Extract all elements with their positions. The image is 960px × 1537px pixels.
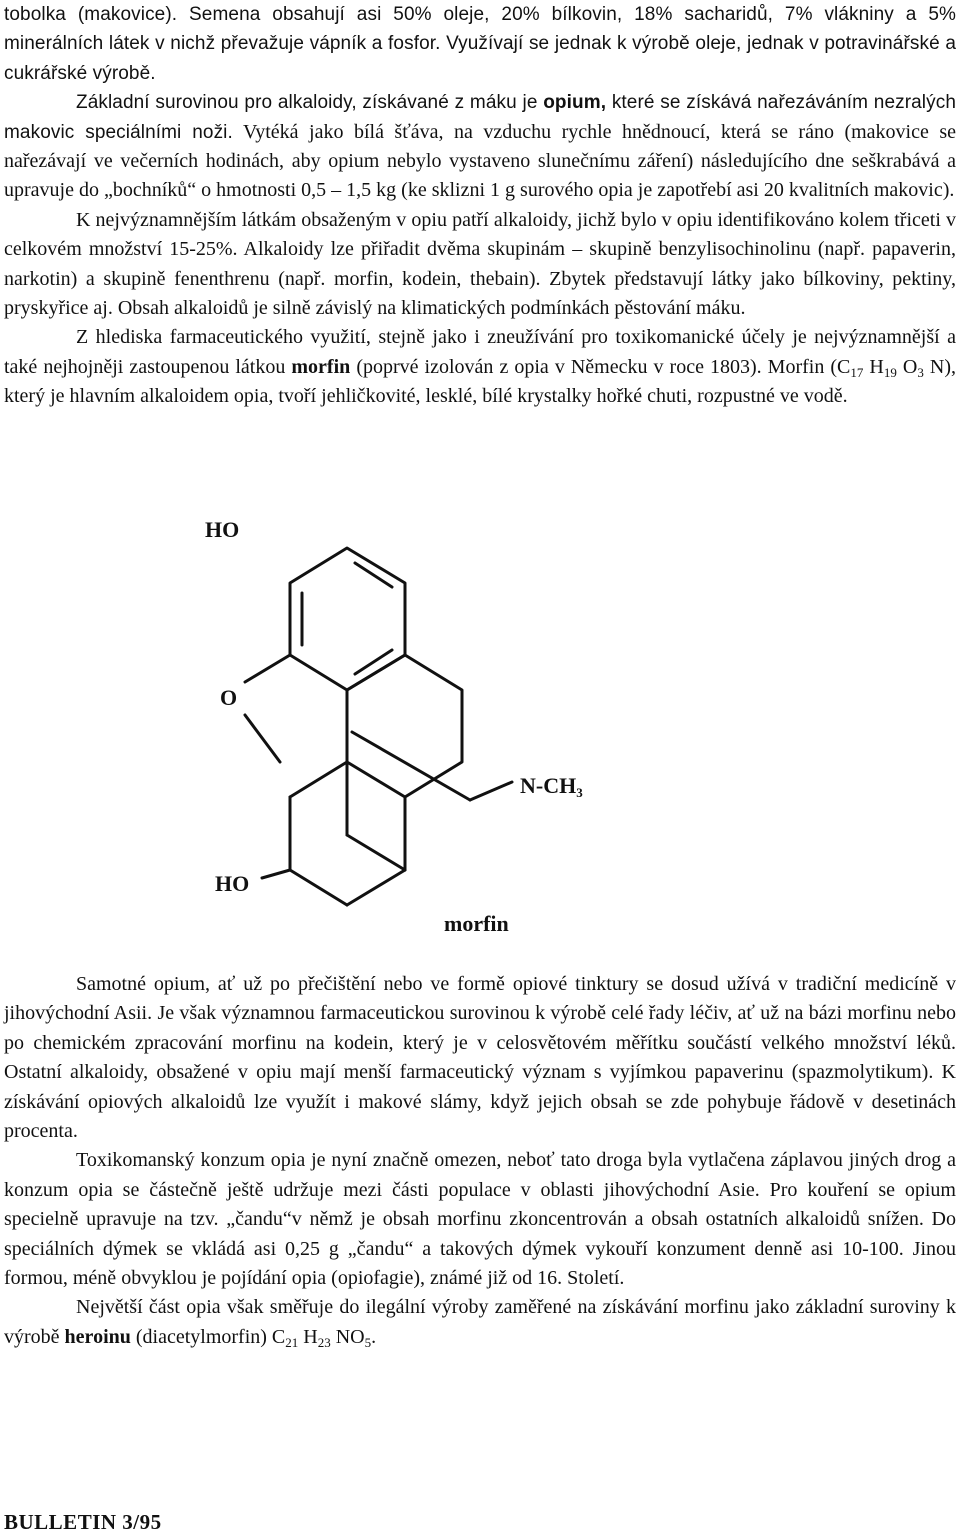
cyclohexane-ring-b xyxy=(347,655,462,797)
text-morphine-intro: Z hlediska farmaceutického využití, stejně jako i zneužívání pro toxikomanické účely je nejvýznamnější a také nejhojněji zastoupenou látkou xyxy=(4,326,956,378)
lower-text xyxy=(4,970,956,1352)
label-oxygen: O xyxy=(220,685,238,710)
label-ho-top: HO xyxy=(205,517,240,542)
bond-lower-7 xyxy=(347,835,405,870)
bond-lower-1 xyxy=(290,762,347,797)
morphine-structure-drawing xyxy=(0,500,960,960)
text-heroin-intro: Největší část opia však směřuje do ilegální výroby zaměřené na získávání morfinu jako základní suroviny k výrobě xyxy=(4,1296,956,1348)
bond-c-oh xyxy=(262,870,290,878)
upper-text xyxy=(4,0,956,412)
morphine-structure xyxy=(0,500,960,960)
paragraph-alkaloids xyxy=(4,206,956,324)
paragraph-morphine xyxy=(4,323,956,411)
bond-to-n xyxy=(470,782,512,800)
paragraph-seeds xyxy=(4,0,956,88)
text-opium-harvest: Vytéká jako bílá šťáva, na vzduchu rychle hnědnoucí, která se ráno (makovice se nařezávají ve večerních hodinách, aby opium nebylo vystaveno slunečnímu záření) následujícího dne seškrabává a upravuje do „bochníků“ o hmotnosti 0,5 – 1,5 kg (ke sklizni 1 g surového opia je zapotřebí asi 20 kvalitních makovic). xyxy=(4,120,957,202)
sub-c21: 21 xyxy=(285,1334,299,1350)
sub-o3: 3 xyxy=(917,364,924,380)
text-toxicomania: Toxikomanský konzum opia je nyní značně omezen, neboť tato droga byla vytlačena záplavou jiných drog a konzum opia se částečně ještě udržuje mezi části populace v oblasti jihovýchodní Asie. Pro kouření se opium specielně upravuje na tzv. „čandu“v němž je obsah morfinu zkoncentrován a obsah ostatních alkaloidů snížen. Do speciálních dýmek se vkládá asi 0,25 g „čandu“ a takových dýmek vykouří konzument denně asi 10-100. Jinou formou, méně obvyklou je pojídání opia (opiofagie), známé již od 16. Století. xyxy=(4,1149,956,1290)
paragraph-heroin xyxy=(4,1293,956,1352)
text-o: O xyxy=(896,355,918,378)
bond-o-c5 xyxy=(245,715,280,762)
paragraph-toxicomania xyxy=(4,1146,956,1293)
bond-c4-o xyxy=(245,655,290,682)
term-opium: opium, xyxy=(543,92,607,114)
sub-c17: 17 xyxy=(850,364,864,380)
aromatic-ring xyxy=(290,548,405,690)
sub-h23: 23 xyxy=(317,1334,331,1350)
paragraph-opium-source xyxy=(4,88,956,206)
paragraph-opium-use xyxy=(4,970,956,1146)
double-bond-1 xyxy=(355,563,392,587)
text-morphine-end: N), který je hlavním alkaloidem opia, tvoří jehličkovité, lesklé, bílé krystalky hořké chuti, rozpustné ve vodě. xyxy=(4,355,956,408)
label-n-ch-sub: 3 xyxy=(576,785,583,800)
structure-caption: morfin xyxy=(444,911,509,936)
text-opium-intro: Základní surovinou pro alkaloidy, získávané z máku je xyxy=(76,92,544,114)
text-opium-cut: které se získává nařezáváním nezralých makovic speciálními noži. xyxy=(4,92,956,143)
bond-bridge xyxy=(352,732,470,800)
sub-h19: 19 xyxy=(883,364,897,380)
term-morfin: morfin xyxy=(291,355,351,378)
term-heroin: heroinu xyxy=(64,1325,131,1348)
text-heroin-no: NO xyxy=(330,1325,365,1348)
text-opium-use: Samotné opium, ať už po přečištění nebo ve formě opiové tinktury se dosud užívá v tradiční medicíně v jihovýchodní Asii. Je však významnou farmaceutickou surovinou k výrobě celé řady léčiv, ať už na bázi morfinu nebo po chemickém zpracování morfinu na kodein, který je v celosvětovém měřítku součástí velkého množství léků. Ostatní alkaloidy, obsažené v opiu mají menší farmaceutický význam s vyjímkou papaverinu (spazmolytikum). K získávání opiových alkaloidů lze využít i makové slámy, když jejich obsah se zde pohybuje řádově v desetinách procenta. xyxy=(4,973,956,1143)
bond-lower-4 xyxy=(347,870,405,905)
text-alkaloids: K nejvýznamnějším látkám obsaženým v opiu patří alkaloidy, jichž bylo v opiu identifikováno kolem třiceti v celkovém množství 15-25%. Alkaloidy lze přiřadit dvěma skupinám – skupině benzylisochinolinu (např. papaverin, narkotin) a skupině fenenthrenu (např. morfin, kodein, thebain). Zbytek představují látky jako bílkoviny, pektiny, pryskyřice aj. Obsah alkaloidů je silně závislý na klimatických podmínkách pěstování máku. xyxy=(4,208,956,320)
footer-bulletin: BULLETIN 3/95 xyxy=(4,1510,162,1534)
text-h: H xyxy=(863,355,884,378)
text-seeds: tobolka (makovice). Semena obsahují asi 50% oleje, 20% bílkovin, 18% sacharidů, 7% vlákniny a 5% minerálních látek v nichž převažuje vápník a fosfor. Využívají se jednak k výrobě oleje, jednak v potravinářské a cukrářské výrobě. xyxy=(4,4,956,84)
text-heroin-h: H xyxy=(298,1325,318,1348)
double-bond-2 xyxy=(355,650,392,674)
sub-o5: 5 xyxy=(364,1334,372,1350)
label-n-ch: N-CH xyxy=(520,773,577,798)
label-ho-bottom: HO xyxy=(215,871,250,896)
text-morphine-formula-start: (poprvé izolován z opia v Německu v roce 1803). Morfin (C xyxy=(350,355,851,378)
bond-lower-3 xyxy=(290,870,347,905)
text-heroin-end: . xyxy=(371,1325,377,1348)
text-heroin-formula-start: (diacetylmorfin) C xyxy=(130,1325,286,1348)
label-n-methyl xyxy=(520,774,583,798)
